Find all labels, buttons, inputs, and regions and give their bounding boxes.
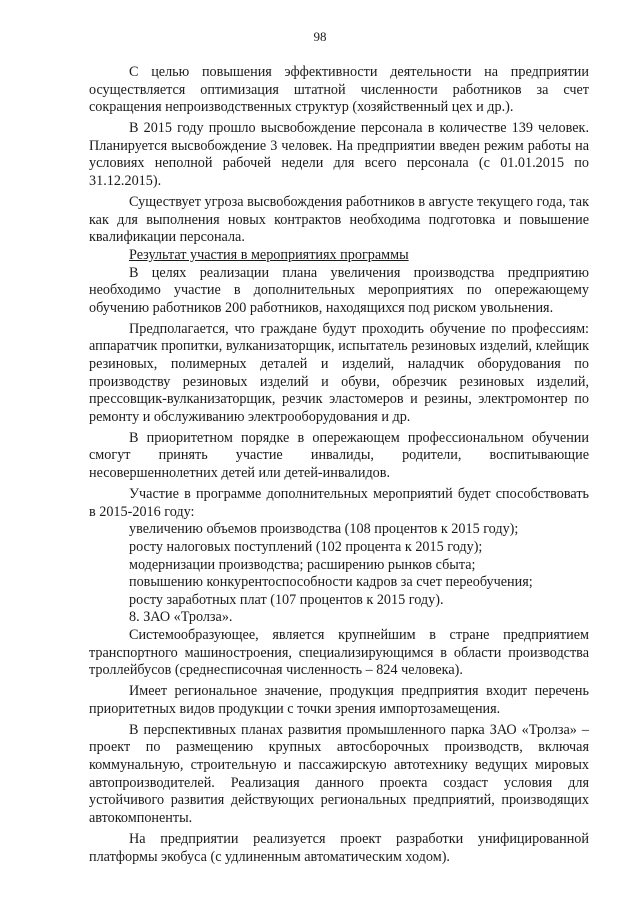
paragraph-industrial-park: В перспективных планах развития промышленного парка ЗАО «Тролза» – проект по размещению крупных автосборочных производств, включая коммунальную, строительную и пассажирскую автотехнику ведущих мировых автопроизводителей. Реализация данного проекта создаст условия для устойчивого развития действующих региональных предприятий, производящих автокомпоненты. xyxy=(89,721,589,826)
section-heading xyxy=(89,247,589,265)
paragraph-professions: Предполагается, что граждане будут проходить обучение по профессиям: аппаратчик пропитки, вулканизаторщик, испытатель резиновых изделий, клейщик резиновых, полимерных деталей и изделий, наладчик оборудования по производству резиновых изделий и обуви, обрезчик резиновых изделий, прессовщик-вулканизаторщик, резчик эластомеров и резины, электромонтер по ремонту и обслуживанию электрооборудования и др. xyxy=(89,320,589,425)
paragraph-participation: Участие в программе дополнительных мероприятий будет способствовать в 2015-2016 году: xyxy=(89,486,589,520)
paragraph-trolza-profile: Системообразующее, является крупнейшим в стране предприятием транспортного машиностроения, специализирующимся в области производства троллейбусов (среднесписочная численность – 824 человека). xyxy=(89,626,589,679)
paragraph-release-2015: В 2015 году прошло высвобождение персонала в количестве 139 человек. Планируется высвобождение 3 человек. На предприятии введен режим работы на условиях неполной рабочей недели для всего персонала (с 01.01.2015 по 31.12.2015). xyxy=(89,120,589,190)
enterprise-heading: 8. ЗАО «Тролза». xyxy=(129,609,233,626)
paragraph-training-need: В целях реализации плана увеличения производства предприятию необходимо участие в дополнительных мероприятиях по опережающему обучению работников 200 работников, находящихся под риском увольнения. xyxy=(89,264,589,316)
paragraph-priority: В приоритетном порядке в опережающем профессиональном обучении смогут принять участие инвалиды, родители, воспитывающие несовершеннолетних детей или детей-инвалидов. xyxy=(89,429,589,482)
list-item: росту налоговых поступлений (102 процента к 2015 году); xyxy=(129,538,483,555)
list-item: модернизации производства; расширению рынков сбыта; xyxy=(129,556,476,573)
section-heading-text: Результат участия в мероприятиях программы xyxy=(129,246,409,263)
page-number: 98 xyxy=(313,29,327,44)
list-item: росту заработных плат (107 процентов к 2015 году). xyxy=(129,591,444,608)
paragraph-ecobus: На предприятии реализуется проект разработки унифицированной платформы экобуса (с удлиненным автоматическим ходом). xyxy=(89,830,589,865)
paragraph-optimization: С целью повышения эффективности деятельности на предприятии осуществляется оптимизация штатной численности работников за счет сокращения непроизводственных структур (хозяйственный цех и др.). xyxy=(89,64,589,116)
paragraph-threat: Существует угроза высвобождения работников в августе текущего года, так как для выполнения новых контрактов необходима подготовка и повышение квалификации персонала. xyxy=(89,194,589,246)
list-item: повышению конкурентоспособности кадров за счет переобучения; xyxy=(129,574,533,591)
document-body xyxy=(89,64,589,870)
list-item: увеличению объемов производства (108 процентов к 2015 году); xyxy=(129,521,519,538)
paragraph-regional-value: Имеет региональное значение, продукция предприятия входит перечень приоритетных видов продукции с точки зрения импортозамещения. xyxy=(89,683,589,717)
